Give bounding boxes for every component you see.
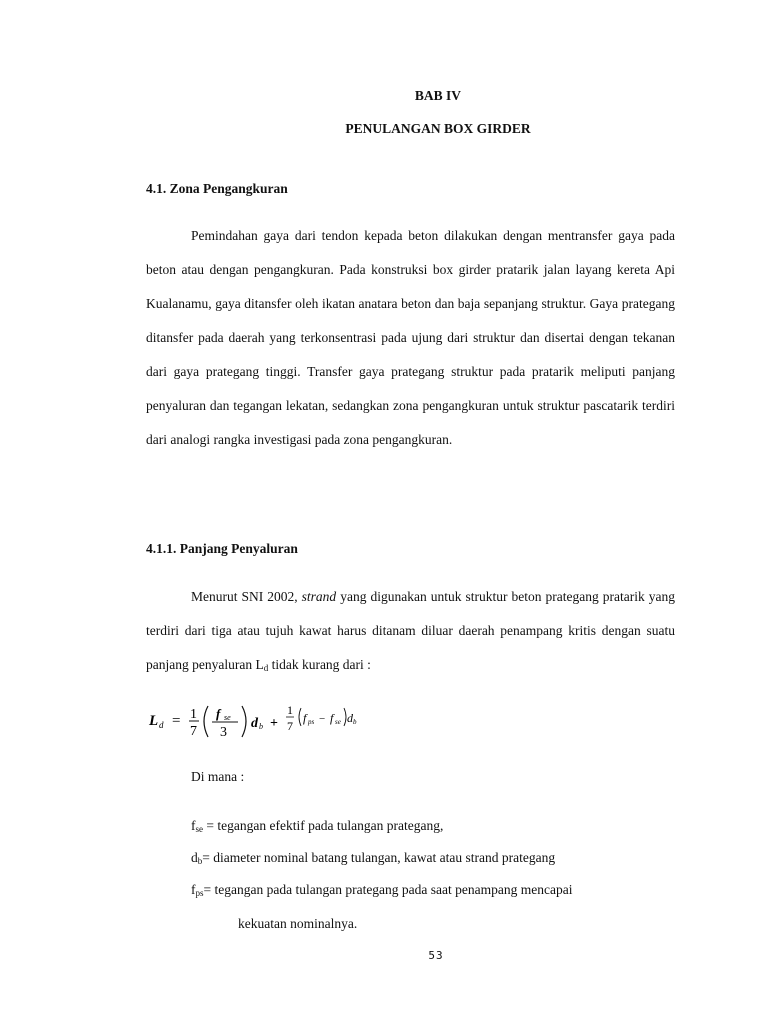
- definition-db: [191, 850, 555, 866]
- page-number: 53: [428, 949, 444, 962]
- development-length-formula: [146, 700, 406, 744]
- section-4-1-paragraph: Pemindahan gaya dari tendon kepada beton dilakukan dengan mentransfer gaya pada beton atau dengan pengangkuran. Pada konstruksi box girder pratarik jalan layang kereta Api Kualanamu, gaya ditansfer oleh ikatan anatara beton dan baja sepanjang struktur. Gaya prategang ditansfer pada daerah yang terkonsentrasi pada ujung dari struktur dan disertai dengan tekanan dari gaya prategang tinggi. Transfer gaya prategang struktur pada pratarik meliputi panjang penyaluran dan tegangan lekatan, sedangkan zona pengangkuran untuk struktur pascatarik terdiri dari analogi rangka investigasi pada zona pengangkuran.: [146, 228, 675, 447]
- formula-lhs: L: [149, 713, 159, 729]
- definition-text: = tegangan efektif pada tulangan prategang,: [203, 818, 444, 833]
- formula-equals: =: [172, 713, 181, 729]
- formula-term-b: f: [330, 711, 334, 725]
- definition-symbol: f: [191, 882, 196, 897]
- formula-inner-den: 3: [220, 725, 227, 740]
- formula-frac2-num: 1: [287, 703, 293, 717]
- definition-text: = diameter nominal batang tulangan, kawat atau strand prategang: [202, 850, 556, 865]
- paragraph-text-mid: yang digunakan untuk struktur beton prategang pratarik yang terdiri dari tiga atau tujuh kawat harus ditanam diluar daerah penampang kritis dengan suatu panjang penyaluran L: [146, 589, 675, 672]
- section-heading-4-1-1: 4.1.1. Panjang Penyaluran: [146, 541, 298, 556]
- formula-term-a: f: [303, 711, 307, 725]
- formula-inner-num: f: [216, 706, 221, 721]
- formula-frac1-den: 7: [190, 724, 197, 739]
- definition-fps: [191, 882, 572, 898]
- formula-db-sub: b: [259, 722, 263, 731]
- definition-continuation: kekuatan nominalnya.: [238, 916, 358, 931]
- paragraph-subscript: d: [263, 663, 269, 673]
- formula-tail: d: [347, 711, 353, 725]
- paragraph-text-start: Menurut SNI 2002,: [191, 589, 302, 604]
- formula-term-a-sub: ps: [308, 718, 315, 726]
- definition-text: = tegangan pada tulangan prategang pada saat penampang mencapai: [203, 882, 573, 897]
- formula-right-paren: [242, 706, 246, 737]
- definition-symbol: f: [191, 818, 196, 833]
- formula-term-b-sub: se: [335, 718, 341, 726]
- definition-fse: [191, 818, 443, 834]
- formula-inner-num-sub: se: [224, 713, 231, 722]
- definition-symbol-sub: b: [197, 856, 203, 866]
- section-4-1-1-paragraph: [146, 580, 675, 685]
- formula-db: d: [251, 716, 258, 731]
- formula-plus: +: [270, 716, 278, 731]
- where-label: Di mana :: [191, 769, 245, 784]
- paragraph-italic-term: strand: [301, 589, 337, 604]
- formula-frac2-den: 7: [287, 719, 293, 733]
- paragraph-text-end: tidak kurang dari :: [268, 657, 371, 672]
- formula-left-paren: [204, 706, 208, 737]
- definition-symbol-sub: ps: [195, 888, 204, 898]
- chapter-label: BAB IV: [414, 88, 462, 103]
- definition-symbol-sub: se: [195, 824, 203, 834]
- formula-minus: −: [319, 713, 326, 725]
- formula-left-paren-2: [299, 708, 301, 726]
- chapter-title: PENULANGAN BOX GIRDER: [345, 121, 531, 136]
- section-heading-4-1: 4.1. Zona Pengangkuran: [146, 181, 288, 196]
- formula-tail-sub: b: [353, 718, 357, 726]
- formula-lhs-sub: d: [159, 720, 164, 730]
- definition-symbol: d: [191, 850, 198, 865]
- formula-right-paren-2: [344, 708, 346, 726]
- formula-frac1-num: 1: [190, 707, 197, 722]
